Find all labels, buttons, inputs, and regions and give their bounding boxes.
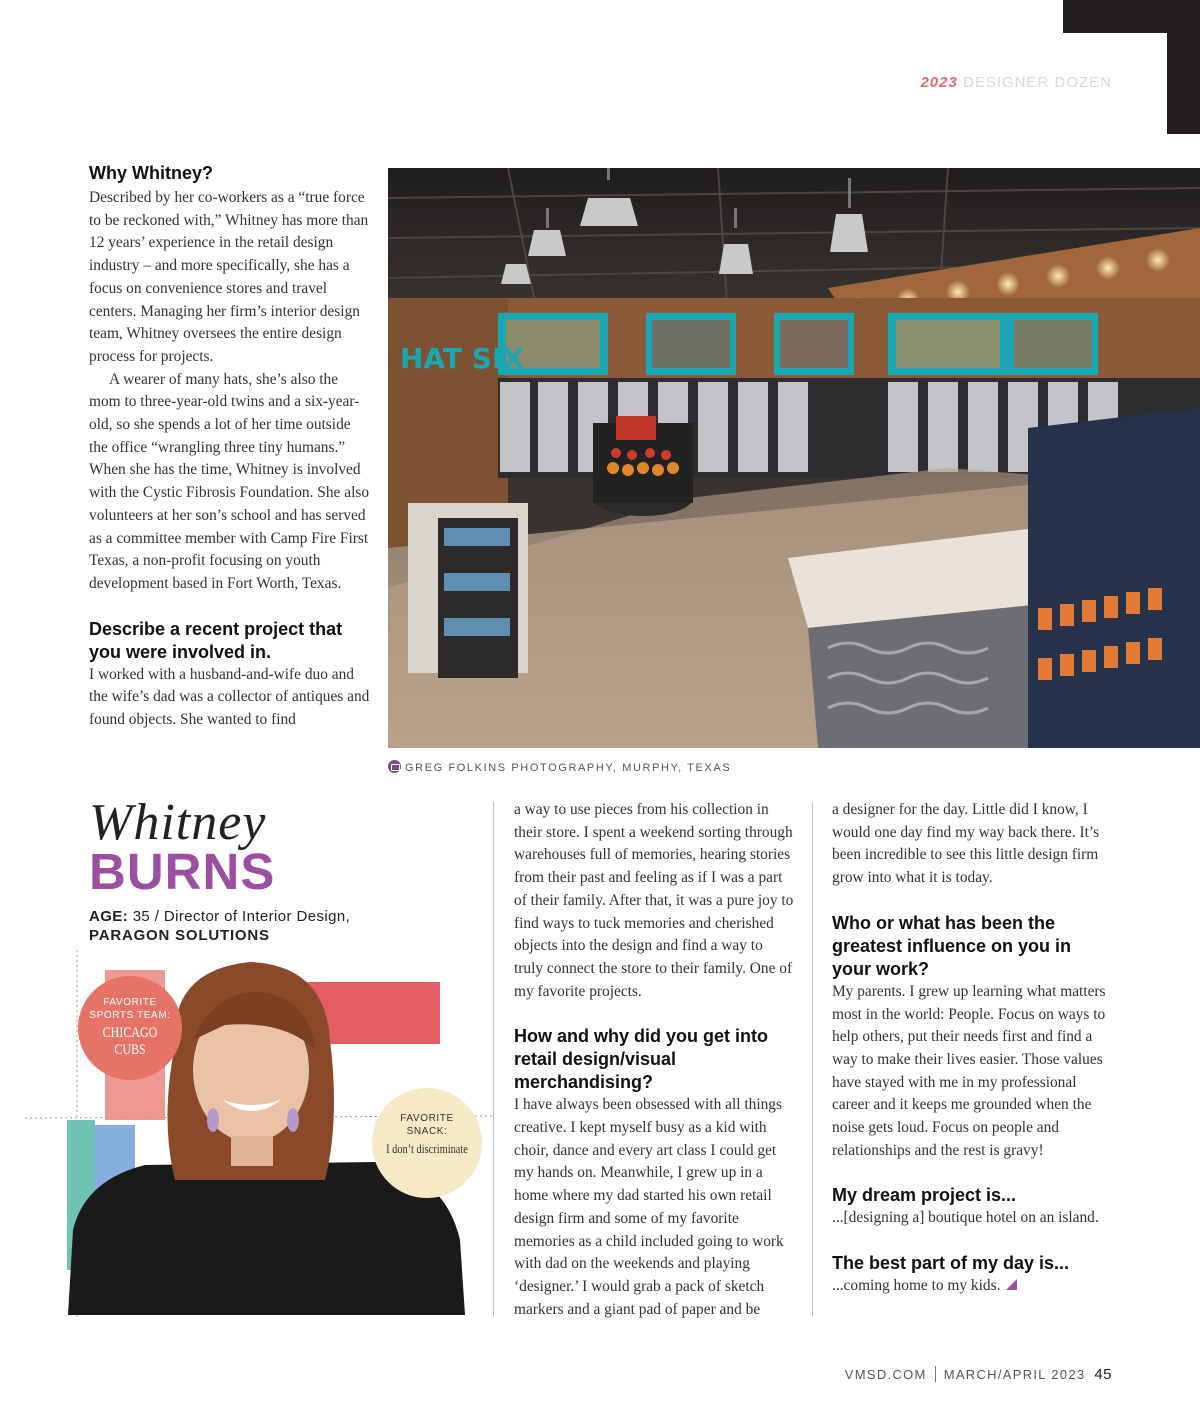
dream-paragraph: ...[designing a] boutique hotel on an island. (832, 1209, 1099, 1227)
camera-icon (388, 760, 401, 773)
favorite-team-value: CHICAGO CUBS (102, 1025, 158, 1058)
column-rule-1 (493, 802, 494, 1316)
footer-issue: MARCH/APRIL 2023 (943, 1367, 1086, 1382)
how-paragraph-2: a designer for the day. Little did I know, I would one day find my way back there. It’s been incredible to see this little design firm grow into what it is today. (832, 801, 1100, 887)
running-head-year: 2023 (920, 74, 958, 91)
why-section (89, 162, 371, 732)
portrait-collage (25, 950, 495, 1320)
influence-heading: Who or what has been the greatest influence on you in your work? (832, 912, 1072, 979)
favorite-team-label-1: FAVORITE (103, 997, 157, 1008)
age-label: AGE: (89, 908, 129, 925)
column-2 (514, 799, 794, 1321)
profile-last-name: BURNS (89, 843, 276, 900)
photo-credit (388, 760, 731, 774)
footer-site: VMSD.COM (844, 1367, 927, 1382)
age-value: 35 / Director of Interior Design, (132, 908, 351, 925)
why-paragraph-1: Described by her co-workers as a “true force to be reckoned with,” Whitney has more than 12 years’ experience in the retail design industry – and more specifically, she has a focus on convenience stores and travel centers. Managing her firm’s interior design team, Whitney oversees the entire design process for projects. (89, 189, 369, 365)
photo-credit-text: GREG FOLKINS PHOTOGRAPHY, MURPHY, TEXAS (405, 762, 732, 774)
influence-paragraph: My parents. I grew up learning what matters most in the world: People. Focus on ways to help others, put their needs first and find a way to make their lives easier. Those values have stayed with me in my professional career and it keeps me grounded when the noise gets loud. Focus on people and relationships and the rest is gravy! (832, 982, 1106, 1159)
recent-paragraph-2: a way to use pieces from his collection in their store. I spent a weekend sorting through warehouses full of memories, hearing stories from their past and feeling as if I was a part of their family. After that, it was a pure joy to find ways to tuck memories and cherished objects into the design and find a way to truly connect the store to their family. One of my favorite projects. (514, 801, 794, 1000)
running-head-title: DESIGNER DOZEN (962, 74, 1112, 91)
favorite-team-label-2: SPORTS TEAM: (89, 1010, 171, 1021)
favorite-snack-label-1: FAVORITE (400, 1113, 454, 1124)
page-number: 45 (1094, 1366, 1112, 1383)
dream-heading: My dream project is... (832, 1185, 1017, 1206)
favorite-snack-label-2: SNACK: (406, 1126, 448, 1137)
how-heading: How and why did you get into retail design/visual merchandising? (514, 1026, 768, 1093)
profile-meta (89, 907, 350, 945)
why-paragraph-2: A wearer of many hats, she’s also the mom to three-year-old twins and a six-year-old, so she spends a lot of her time outside the office “wrangling three tiny humans.” When she has the time, Whitney is involved with the Cystic Fibrosis Foundation. She also volunteers at her son’s school and has served as a committee member with Camp Fire First Texas, a non-profit focusing on youth development based in Fort Worth, Texas. (89, 370, 370, 592)
why-heading: Why Whitney? (89, 163, 213, 183)
company-name: PARAGON SOLUTIONS (89, 927, 270, 944)
favorite-team-bubble (78, 976, 182, 1080)
recent-heading: Describe a recent project that you were involved in. (89, 618, 343, 662)
best-paragraph (832, 1275, 1114, 1298)
profile-first-name: Whitney (89, 794, 267, 851)
column-rule-2 (812, 802, 813, 1316)
store-photo (388, 168, 1200, 748)
how-paragraph-1: I have always been obsessed with all things creative. I kept myself busy as a kid with choir, dance and every art class I could get my hands on. Meanwhile, I grew up in a home where my dad started his own retail design firm and some of my favorite memories as a child included going to work with dad on the weekends and playing ‘designer.’ I would grab a pack of sketch markers and a giant pad of paper and be (514, 1096, 784, 1318)
footer (845, 1366, 1112, 1383)
column-3 (832, 799, 1114, 1298)
store-sign-text: HAT SIX (400, 342, 524, 375)
recent-paragraph-1: I worked with a husband-and-wife duo and the wife’s dad was a collector of antiques and found objects. She wanted to find (89, 665, 370, 729)
favorite-snack-value: I don’t discriminate (386, 1141, 468, 1156)
favorite-snack-bubble (372, 1088, 482, 1198)
best-text: ...coming home to my kids. (832, 1277, 1001, 1295)
end-mark-icon (1006, 1279, 1017, 1290)
footer-divider (935, 1366, 936, 1382)
running-head (900, 74, 1112, 91)
best-heading: The best part of my day is... (832, 1253, 1070, 1274)
